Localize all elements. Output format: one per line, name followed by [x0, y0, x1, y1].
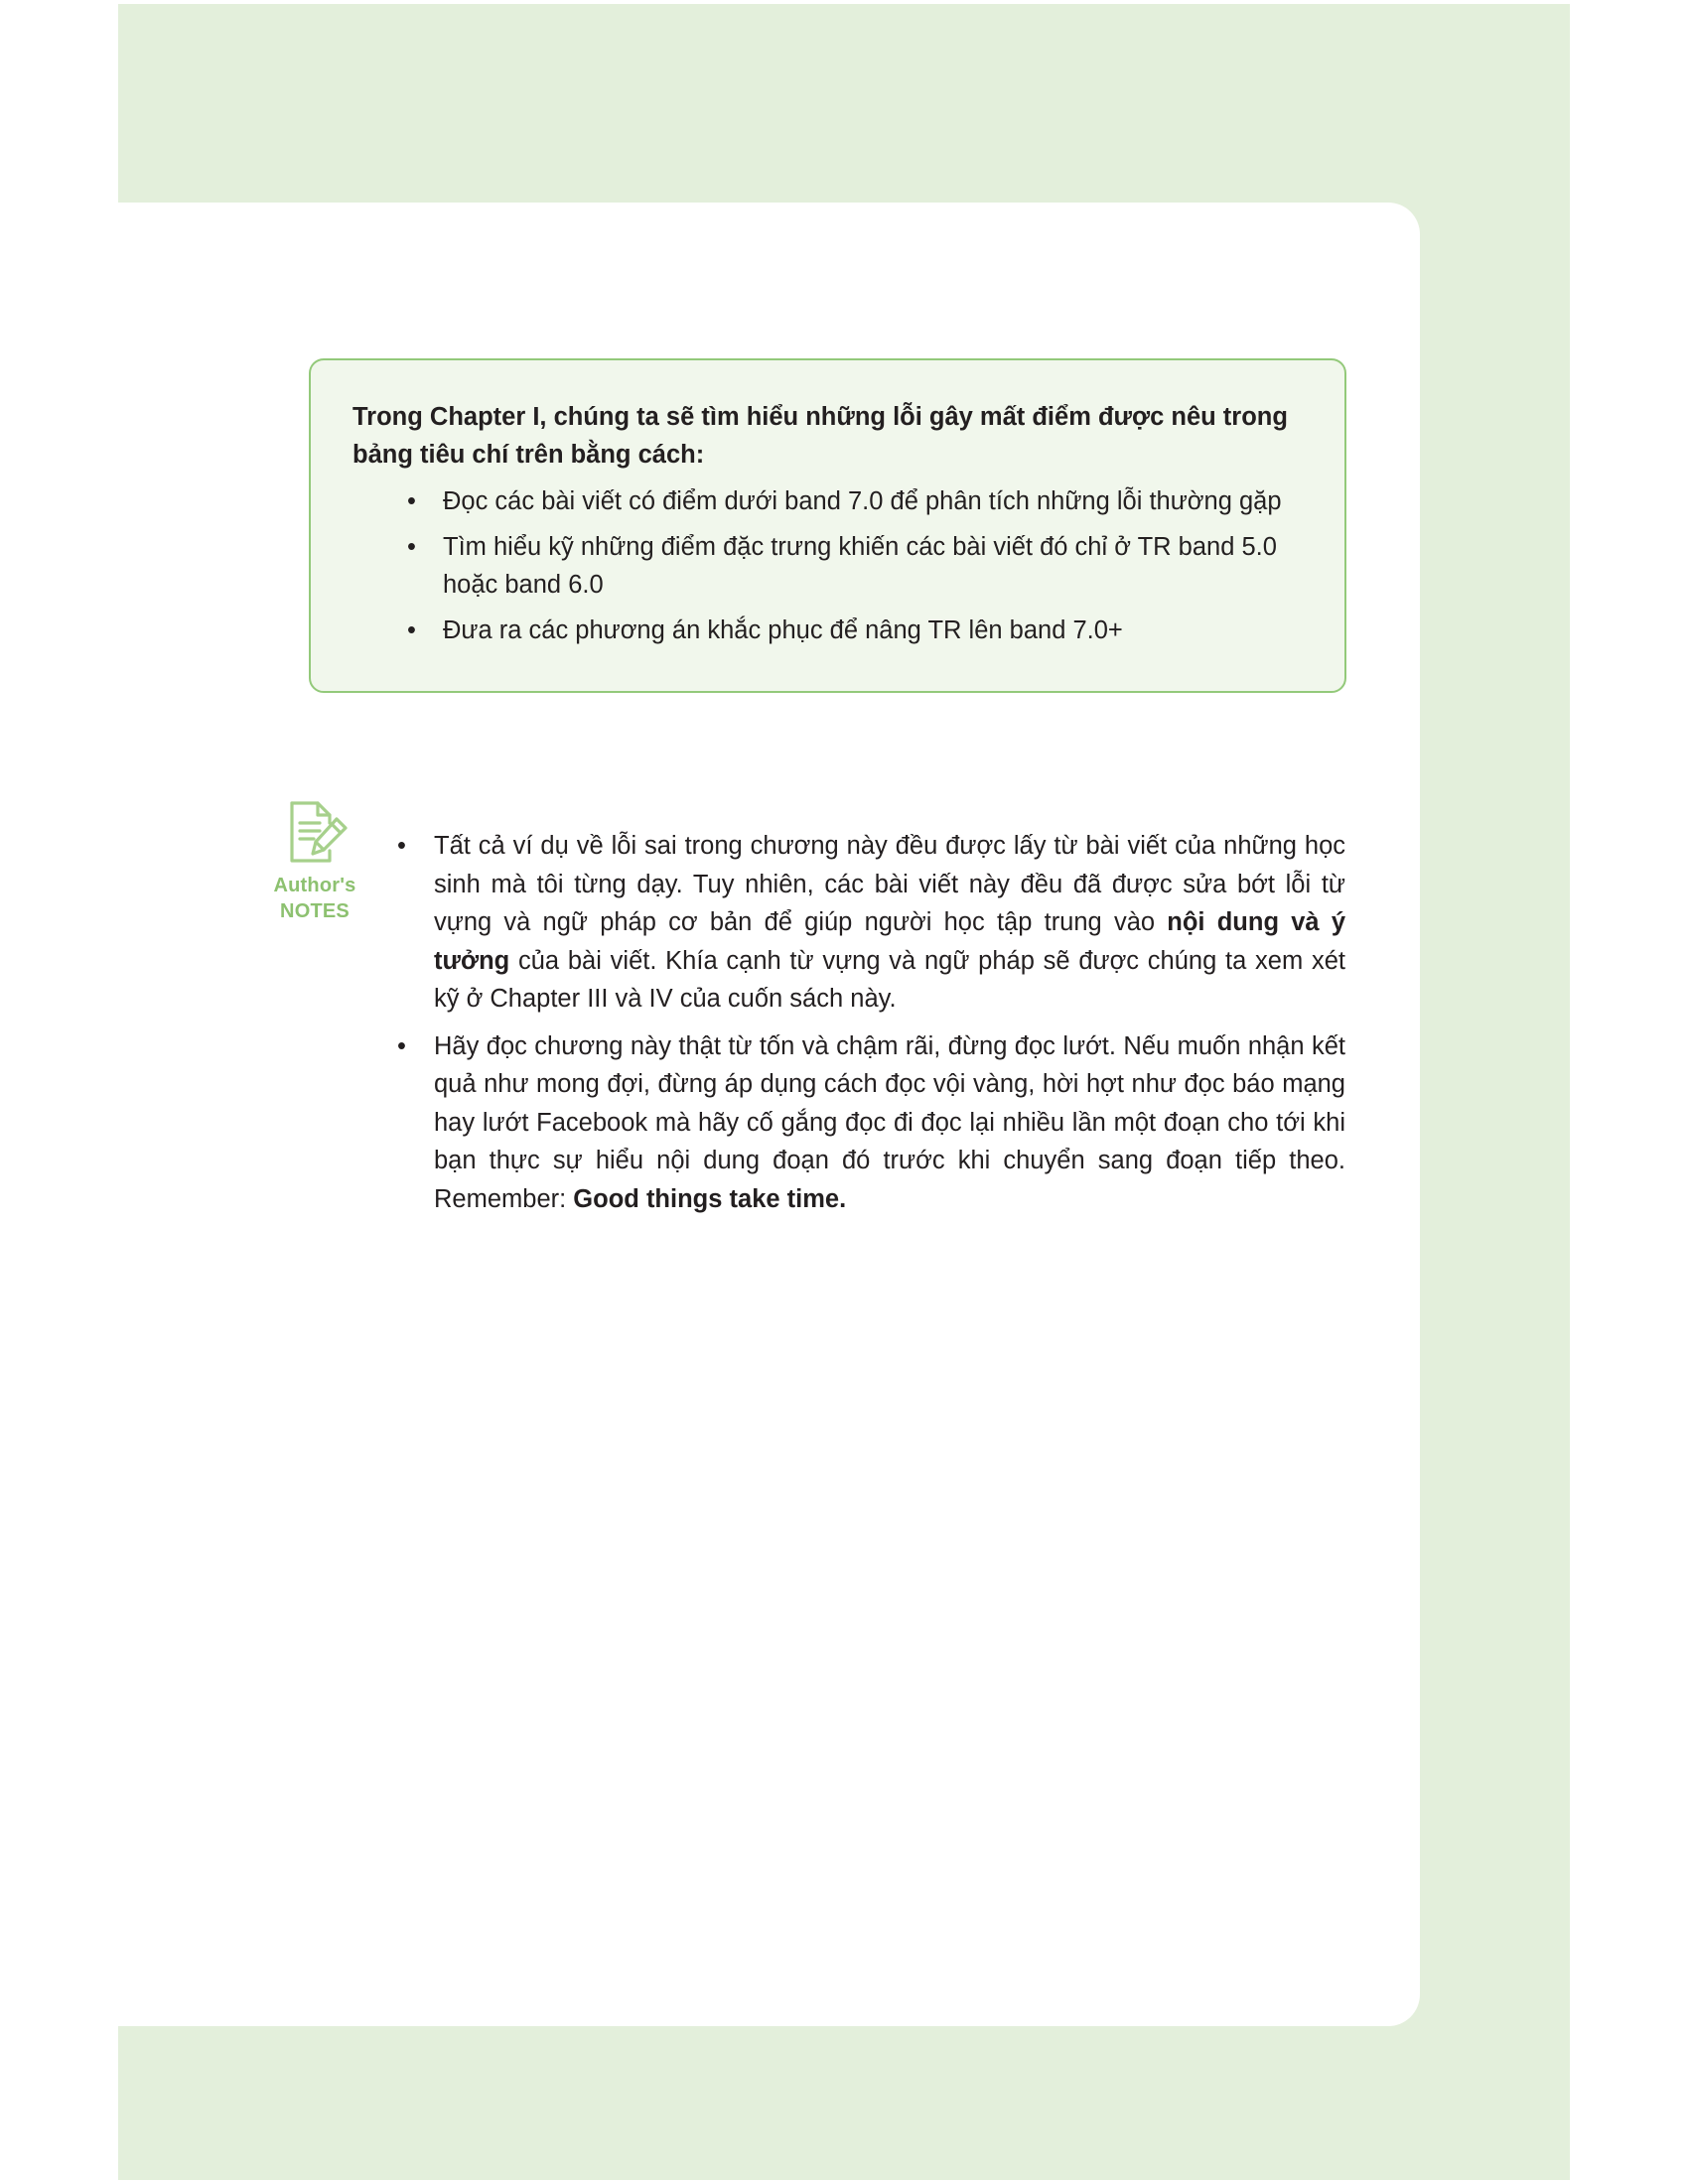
bullet-icon: • — [407, 616, 416, 644]
objectives-list — [352, 482, 1326, 657]
note-emphasis: Good things take time. — [573, 1184, 847, 1213]
note-text: của bài viết. Khía cạnh từ vựng và ngữ pháp sẽ được chúng ta xem xét kỹ ở Chapter III và IV của cuốn sách này. — [434, 946, 1345, 1013]
objective-item — [352, 528, 1326, 604]
objective-item-text: Đưa ra các phương án khắc phục để nâng TR lên band 7.0+ — [443, 616, 1123, 644]
bullet-icon: • — [407, 533, 416, 561]
bullet-icon: • — [397, 832, 406, 860]
chapter-objectives-box — [309, 358, 1346, 693]
note-text: Tất cả ví dụ về lỗi sai trong chương này đều được lấy từ bài viết của những học sinh mà tôi từng dạy. Tuy nhiên, các bài viết này đều đã được sửa bớt lỗi từ vựng và ngữ pháp cơ bản để giúp người học tập trung vào — [434, 832, 1345, 936]
notes-label-notes: NOTES — [280, 900, 350, 922]
authors-notes-list — [394, 827, 1345, 1227]
objective-item — [352, 482, 1326, 520]
objective-item — [352, 612, 1326, 649]
note-item — [394, 827, 1345, 1019]
authors-notes-badge — [260, 799, 369, 924]
document-pencil-icon — [280, 799, 350, 865]
objectives-intro-text: Trong Chapter I, chúng ta sẽ tìm hiểu những lỗi gây mất điểm được nêu trong bảng tiêu chí trên bằng cách: — [352, 403, 1288, 469]
objective-item-text: Đọc các bài viết có điểm dưới band 7.0 để phân tích những lỗi thường gặp — [443, 487, 1282, 515]
objective-item-text: Tìm hiểu kỹ những điểm đặc trưng khiến các bài viết đó chỉ ở TR band 5.0 hoặc band 6.0 — [443, 533, 1277, 599]
note-text: Hãy đọc chương này thật từ tốn và chậm rãi, đừng đọc lướt. Nếu muốn nhận kết quả như mong đợi, đừng áp dụng cách đọc vội vàng, hời hợt như đọc báo mạng hay lướt Facebook mà hãy cố gắng đọc đi đọc lại nhiều lần một đoạn cho tới khi bạn thực sự hiểu nội dung đoạn đó trước khi chuyển sang đoạn tiếp theo. Remember: — [434, 1031, 1345, 1213]
notes-label-authors: Author's — [273, 875, 356, 896]
bullet-icon: • — [397, 1031, 406, 1060]
note-item — [394, 1027, 1345, 1219]
bullet-icon: • — [407, 487, 416, 515]
note-emphasis: nội dung và ý tưởng — [434, 908, 1346, 975]
